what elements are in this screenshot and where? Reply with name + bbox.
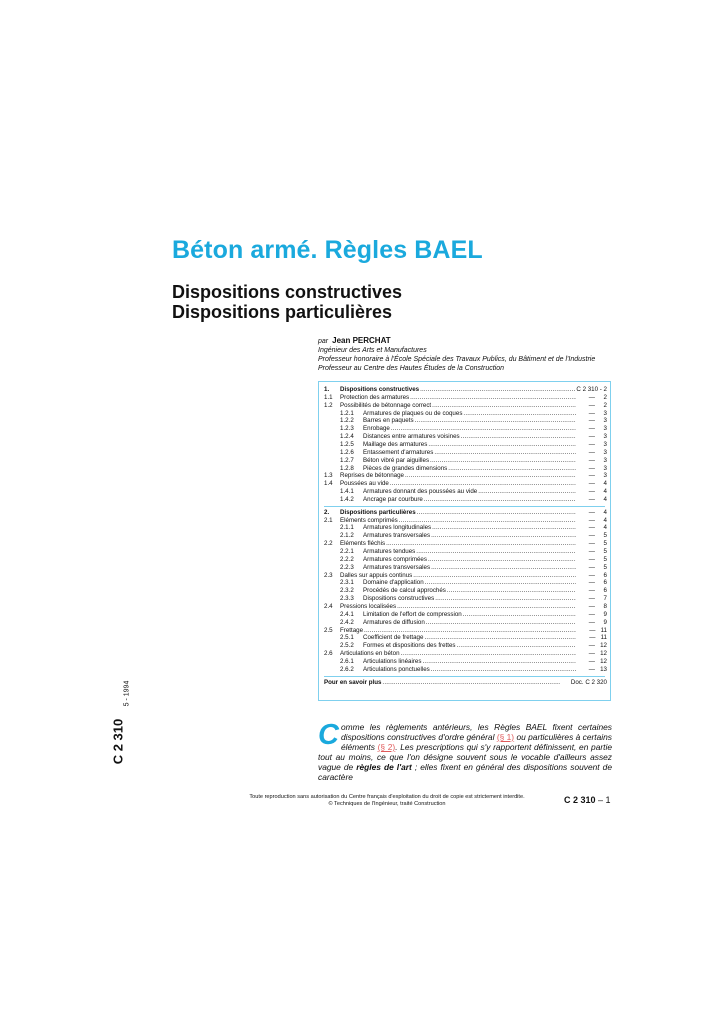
intro-text-2: ou particulières à certains éléments — [340, 732, 612, 752]
toc-leader-dots — [417, 509, 576, 517]
toc-entry-number: 1.2.2 — [340, 417, 354, 425]
toc-entry[interactable] — [319, 666, 612, 674]
toc-leader-dots — [420, 386, 576, 394]
toc-entry-page: — 4 — [588, 516, 607, 524]
toc-entry-title — [363, 441, 576, 449]
toc-leader-dots — [426, 619, 576, 627]
toc-entry-number: 2.5.1 — [340, 634, 354, 642]
toc-entry-title — [363, 666, 576, 674]
toc-entry-label: Protection des armatures — [340, 393, 410, 401]
toc-entry[interactable] — [319, 433, 612, 441]
toc-entry[interactable] — [319, 394, 612, 402]
toc-entry-title — [363, 634, 576, 642]
toc-entry[interactable] — [319, 611, 612, 619]
intro-text-4: ; elles fixent en général des dispositions souvent de caractère — [318, 762, 612, 782]
toc-entry-title — [363, 433, 576, 441]
toc-entry-label: Armatures transversales — [363, 563, 431, 571]
toc-entry-number: 2.5.2 — [340, 642, 354, 650]
intro-bold-term: règles de l'art — [356, 762, 412, 772]
toc-entry-page: Doc. C 2 320 — [570, 678, 607, 686]
toc-entry[interactable] — [319, 634, 612, 642]
toc-leader-dots — [461, 433, 576, 441]
toc-entry-page: — 4 — [588, 480, 607, 488]
toc-entry-label: Poussées au vide — [340, 480, 389, 488]
toc-entry-number: 1.2.1 — [340, 409, 354, 417]
toc-entry-label: Articulations en béton — [340, 650, 400, 658]
author-block — [318, 336, 595, 373]
toc-entry-page: C 2 310 - 2 — [576, 386, 607, 393]
toc-entry-number: 1.2.7 — [340, 456, 354, 464]
toc-entry[interactable] — [319, 642, 612, 650]
toc-entry-label: Distances entre armatures voisines — [363, 433, 460, 441]
toc-entry-title — [340, 402, 576, 410]
toc-entry-title — [340, 540, 576, 548]
copyright-line-2: © Techniques de l'Ingénieur, traité Construction — [328, 801, 446, 807]
toc-entry-page: — 11 — [589, 626, 607, 634]
intro-text-1: omme les règlements antérieurs, les Règles BAEL fixent certaines dispositions constructives d'ordre général — [340, 722, 612, 742]
toc-entry-number: 1.2.4 — [340, 433, 354, 441]
toc-entry-label: Reprises de bétonnage — [340, 472, 404, 480]
toc-entry-label: Armatures tendues — [363, 548, 416, 555]
toc-entry-title — [340, 472, 576, 480]
toc-leader-dots — [424, 496, 576, 504]
toc-entry-label: Formes et dispositions des frettes — [363, 642, 456, 650]
toc-entry-title — [324, 679, 560, 687]
toc-leader-dots — [457, 642, 576, 650]
toc-entry-page: — 13 — [588, 665, 607, 673]
toc-entry-page: — 5 — [588, 563, 607, 571]
subtitle-particular: Dispositions particulières — [172, 302, 393, 322]
toc-entry-page: — 4 — [588, 488, 607, 496]
toc-entry[interactable] — [319, 410, 612, 418]
toc-entry-number: 2.6.2 — [340, 665, 354, 673]
toc-entry-label: Pièces de grandes dimensions — [363, 464, 448, 472]
toc-entry-label: Dispositions constructives — [340, 386, 420, 393]
toc-separator — [324, 506, 605, 507]
section-2-link[interactable]: (§ 2) — [377, 742, 396, 752]
copyright-notice — [230, 794, 544, 808]
toc-entry-label: Dispositions particulières — [340, 508, 416, 516]
toc-leader-dots — [425, 579, 576, 587]
toc-entry-page: — 5 — [588, 540, 607, 548]
toc-entry-number: 2.3.1 — [340, 579, 354, 587]
author-credential-2: Professeur honoraire à l'École Spéciale des Travaux Publics, du Bâtiment et de l'Industrie — [318, 356, 596, 363]
toc-entry-page: — 4 — [588, 524, 607, 532]
toc-entry[interactable] — [319, 595, 612, 603]
toc-entry-page: — 5 — [588, 532, 607, 540]
toc-entry-title — [363, 619, 576, 627]
toc-entry-title — [363, 642, 576, 650]
toc-leader-dots — [391, 425, 576, 433]
toc-entry-label: Pour en savoir plus — [324, 678, 382, 686]
toc-entry-label: Éléments fléchis — [340, 540, 386, 548]
toc-leader-dots — [416, 548, 576, 556]
toc-leader-dots — [431, 666, 576, 674]
toc-entry-number: 1.3 — [324, 472, 333, 480]
toc-entry-title — [340, 627, 576, 635]
toc-entry[interactable] — [319, 579, 612, 587]
toc-entry-page: — 4 — [588, 495, 607, 503]
toc-leader-dots — [399, 517, 576, 525]
toc-entry-title — [340, 509, 576, 517]
toc-entry-label: Articulations linéaires — [363, 657, 422, 665]
toc-leader-dots — [428, 556, 576, 564]
toc-entry[interactable] — [319, 524, 612, 532]
toc-entry[interactable] — [319, 650, 612, 658]
toc-entry-title — [340, 517, 576, 525]
toc-entry-number: 2.2 — [324, 540, 333, 548]
toc-entry-title — [363, 658, 576, 666]
toc-entry-number: 2.2.2 — [340, 555, 354, 563]
toc-leader-dots — [410, 394, 576, 402]
toc-entry-number: 1.2.6 — [340, 448, 354, 456]
toc-entry-label: Barres en paquets — [363, 417, 414, 425]
toc-entry-number: 1.2.5 — [340, 440, 354, 448]
toc-entry-number: 1.2 — [324, 401, 333, 409]
toc-entry-label: Dalles sur appuis continus — [340, 571, 413, 579]
toc-entry-page: — 6 — [588, 579, 607, 587]
toc-entry-number: 2.6 — [324, 650, 333, 658]
toc-entry-label: Possibilités de bétonnage correct — [340, 401, 432, 409]
toc-entry-page: — 5 — [588, 548, 607, 555]
toc-leader-dots — [390, 480, 576, 488]
document-title: Béton armé. Règles BAEL — [172, 236, 483, 264]
toc-leader-dots — [386, 540, 576, 548]
toc-entry[interactable] — [319, 517, 612, 525]
toc-entry-label: Armatures comprimées — [363, 555, 427, 563]
toc-entry[interactable] — [319, 402, 612, 410]
toc-entry-page: — 5 — [588, 555, 607, 563]
author-credential-3: Professeur au Centre des Hautes Études de la Construction — [318, 365, 504, 372]
page-number — [564, 795, 611, 805]
toc-entry[interactable] — [319, 603, 612, 611]
toc-entry[interactable] — [319, 457, 612, 465]
toc-entry-page: — 3 — [588, 472, 607, 480]
toc-entry[interactable] — [319, 587, 612, 595]
toc-leader-dots — [432, 524, 576, 532]
toc-leader-dots — [401, 650, 576, 658]
toc-entry-title — [363, 587, 576, 595]
toc-leader-dots — [447, 587, 576, 595]
toc-entry[interactable] — [319, 441, 612, 449]
toc-entry[interactable] — [319, 480, 612, 488]
toc-leader-dots — [435, 595, 576, 603]
author-credential-1: Ingénieur des Arts et Manufactures — [318, 347, 427, 354]
toc-leader-dots — [431, 564, 576, 572]
toc-entry[interactable] — [319, 449, 612, 457]
toc-entry-page: — 8 — [588, 602, 607, 610]
toc-leader-dots — [397, 603, 576, 611]
toc-leader-dots — [415, 417, 576, 425]
toc-entry[interactable] — [319, 509, 612, 517]
side-document-code: C 2 310 — [110, 718, 126, 765]
toc-entry-label: Dispositions constructives — [363, 595, 435, 603]
toc-entry-page: — 6 — [588, 587, 607, 595]
toc-entry[interactable] — [319, 417, 612, 425]
toc-leader-dots — [434, 449, 576, 457]
toc-entry-label: Domaine d'application — [363, 579, 424, 587]
toc-entry[interactable] — [319, 556, 612, 564]
toc-entry-label: Armatures de diffusion — [363, 618, 425, 626]
toc-leader-dots — [428, 441, 576, 449]
toc-entry-page: — 3 — [588, 440, 607, 448]
toc-entry-page: — 3 — [588, 448, 607, 456]
toc-entry-title — [363, 449, 576, 457]
toc-entry-title — [340, 603, 576, 611]
toc-entry-label: Articulations ponctuelles — [363, 665, 430, 673]
toc-leader-dots — [413, 572, 576, 580]
author-name: Jean PERCHAT — [332, 336, 391, 345]
toc-leader-dots — [463, 410, 576, 418]
copyright-line-1: Toute reproduction sans autorisation du Centre français d'exploitation du droit de copie est strictement interdite. — [249, 794, 525, 800]
toc-entry-label: Enrobage — [363, 425, 390, 433]
toc-entry-title — [363, 564, 576, 572]
toc-leader-dots — [463, 611, 576, 619]
toc-entry-number: 2.4 — [324, 602, 333, 610]
toc-leader-dots — [382, 679, 560, 687]
toc-entry-page: — 6 — [588, 571, 607, 579]
toc-entry[interactable] — [319, 572, 612, 580]
toc-entry-page: — 2 — [588, 401, 607, 409]
toc-entry[interactable] — [319, 619, 612, 627]
toc-entry-label: Limitation de l'effort de compression — [363, 610, 462, 618]
toc-entry-page: — 3 — [588, 417, 607, 425]
publication-date: 5 - 1994 — [123, 680, 131, 707]
toc-entry-title — [363, 457, 576, 465]
toc-entry-number: 2. — [324, 508, 330, 516]
toc-entry-page: — 3 — [588, 464, 607, 472]
toc-entry-page: — 3 — [588, 433, 607, 441]
toc-entry-page: — 7 — [588, 595, 607, 603]
toc-entry-number: 2.4.2 — [340, 618, 354, 626]
toc-leader-dots — [432, 402, 576, 410]
toc-entry-number: 1.4 — [324, 480, 333, 488]
page-code: C 2 310 — [564, 795, 596, 805]
toc-entry-title — [363, 532, 576, 540]
toc-entry-title — [340, 394, 576, 402]
toc-entry-number: 1.4.1 — [340, 488, 354, 496]
toc-leader-dots — [422, 658, 576, 666]
toc-entry-title — [363, 595, 576, 603]
intro-paragraph — [318, 719, 612, 782]
toc-leader-dots — [448, 465, 576, 473]
toc-entry-title — [363, 556, 576, 564]
toc-entry-title — [363, 611, 576, 619]
toc-entry-page: — 2 — [588, 393, 607, 401]
toc-entry[interactable] — [319, 658, 612, 666]
toc-entry-title — [363, 465, 576, 473]
toc-entry-page: — 3 — [588, 409, 607, 417]
toc-entry-page: — 3 — [588, 425, 607, 433]
toc-entry-number: 1.2.8 — [340, 464, 354, 472]
toc-entry-number: 2.2.1 — [340, 548, 354, 555]
toc-entry[interactable] — [319, 679, 612, 687]
toc-entry-title — [363, 488, 576, 496]
toc-entry-number: 2.1 — [324, 516, 333, 524]
intro-text-3: . Les prescriptions qui s'y rapportent définissent, en partie tout au moins, ce que l'on désigne souvent sous le vocable d'ailleurs assez vague de — [318, 742, 612, 772]
toc-entry[interactable] — [319, 548, 612, 556]
toc-entry-number: 2.3.2 — [340, 587, 354, 595]
toc-entry-label: Armatures de plaques ou de coques — [363, 409, 463, 417]
toc-entry[interactable] — [319, 627, 612, 635]
toc-entry-number: 2.1.2 — [340, 532, 354, 540]
toc-entry[interactable] — [319, 488, 612, 496]
table-of-contents — [318, 381, 611, 701]
toc-entry[interactable] — [319, 564, 612, 572]
toc-entry[interactable] — [319, 386, 612, 394]
toc-entry-title — [340, 386, 576, 394]
toc-entry-label: Béton vibré par aiguilles — [363, 456, 430, 464]
toc-entry-title — [340, 650, 576, 658]
toc-leader-dots — [424, 634, 576, 642]
toc-entry-number: 2.6.1 — [340, 657, 354, 665]
toc-leader-dots — [405, 472, 576, 480]
toc-entry-number: 2.3.3 — [340, 595, 354, 603]
toc-entry-label: Armatures donnant des poussées au vide — [363, 488, 478, 496]
toc-entry[interactable] — [319, 540, 612, 548]
toc-entry-label: Ancrage par courbure — [363, 495, 423, 503]
toc-entry-page: — 12 — [588, 642, 607, 650]
toc-entry[interactable] — [319, 465, 612, 473]
toc-leader-dots — [478, 488, 576, 496]
toc-entry-title — [340, 480, 576, 488]
toc-entry[interactable] — [319, 496, 612, 504]
toc-entry[interactable] — [319, 425, 612, 433]
toc-entry-page: — 9 — [588, 610, 607, 618]
toc-entry-page: — 12 — [588, 657, 607, 665]
section-1-link[interactable]: (§ 1) — [496, 732, 515, 742]
toc-entry[interactable] — [319, 472, 612, 480]
toc-entry-label: Éléments comprimés — [340, 516, 398, 524]
toc-entry-number: 2.5 — [324, 626, 333, 634]
toc-entry-title — [340, 572, 576, 580]
drop-cap: C — [318, 719, 339, 751]
toc-entry-label: Procédés de calcul approchés — [363, 587, 446, 595]
author-par: par — [318, 338, 329, 345]
toc-entry-number: 1.2.3 — [340, 425, 354, 433]
toc-entry-label: Armatures longitudinales — [363, 524, 432, 532]
toc-entry-title — [363, 410, 576, 418]
toc-entry-label: Pressions localisées — [340, 602, 397, 610]
toc-entry-label: Maillage des armatures — [363, 440, 428, 448]
toc-leader-dots — [431, 532, 576, 540]
toc-entry-number: 2.2.3 — [340, 563, 354, 571]
toc-entry[interactable] — [319, 532, 612, 540]
toc-leader-dots — [364, 627, 576, 635]
toc-entry-number: 2.1.1 — [340, 524, 354, 532]
toc-entry-label: Entassement d'armatures — [363, 448, 434, 456]
toc-entry-page: — 4 — [588, 508, 607, 516]
toc-entry-number: 1. — [324, 386, 330, 393]
toc-separator — [324, 676, 605, 677]
page-suffix: – 1 — [595, 795, 611, 805]
toc-entry-number: 2.4.1 — [340, 610, 354, 618]
toc-entry-page: — 9 — [588, 618, 607, 626]
toc-entry-label: Frettage — [340, 626, 364, 634]
toc-entry-number: 2.3 — [324, 571, 333, 579]
toc-entry-label: Armatures transversales — [363, 532, 431, 540]
toc-entry-title — [363, 579, 576, 587]
toc-entry-number: 1.1 — [324, 393, 333, 401]
toc-leader-dots — [430, 457, 576, 465]
toc-entry-title — [363, 524, 576, 532]
toc-entry-title — [363, 417, 576, 425]
toc-entry-page: — 11 — [589, 634, 607, 642]
subtitle-constructive: Dispositions constructives — [172, 282, 403, 302]
toc-entry-number: 1.4.2 — [340, 495, 354, 503]
toc-entry-page: — 12 — [588, 650, 607, 658]
toc-entry-title — [363, 548, 576, 556]
toc-entry-title — [363, 425, 576, 433]
toc-entry-title — [363, 496, 576, 504]
toc-entry-label: Coefficient de frettage — [363, 634, 424, 642]
toc-entry-page: — 3 — [588, 456, 607, 464]
